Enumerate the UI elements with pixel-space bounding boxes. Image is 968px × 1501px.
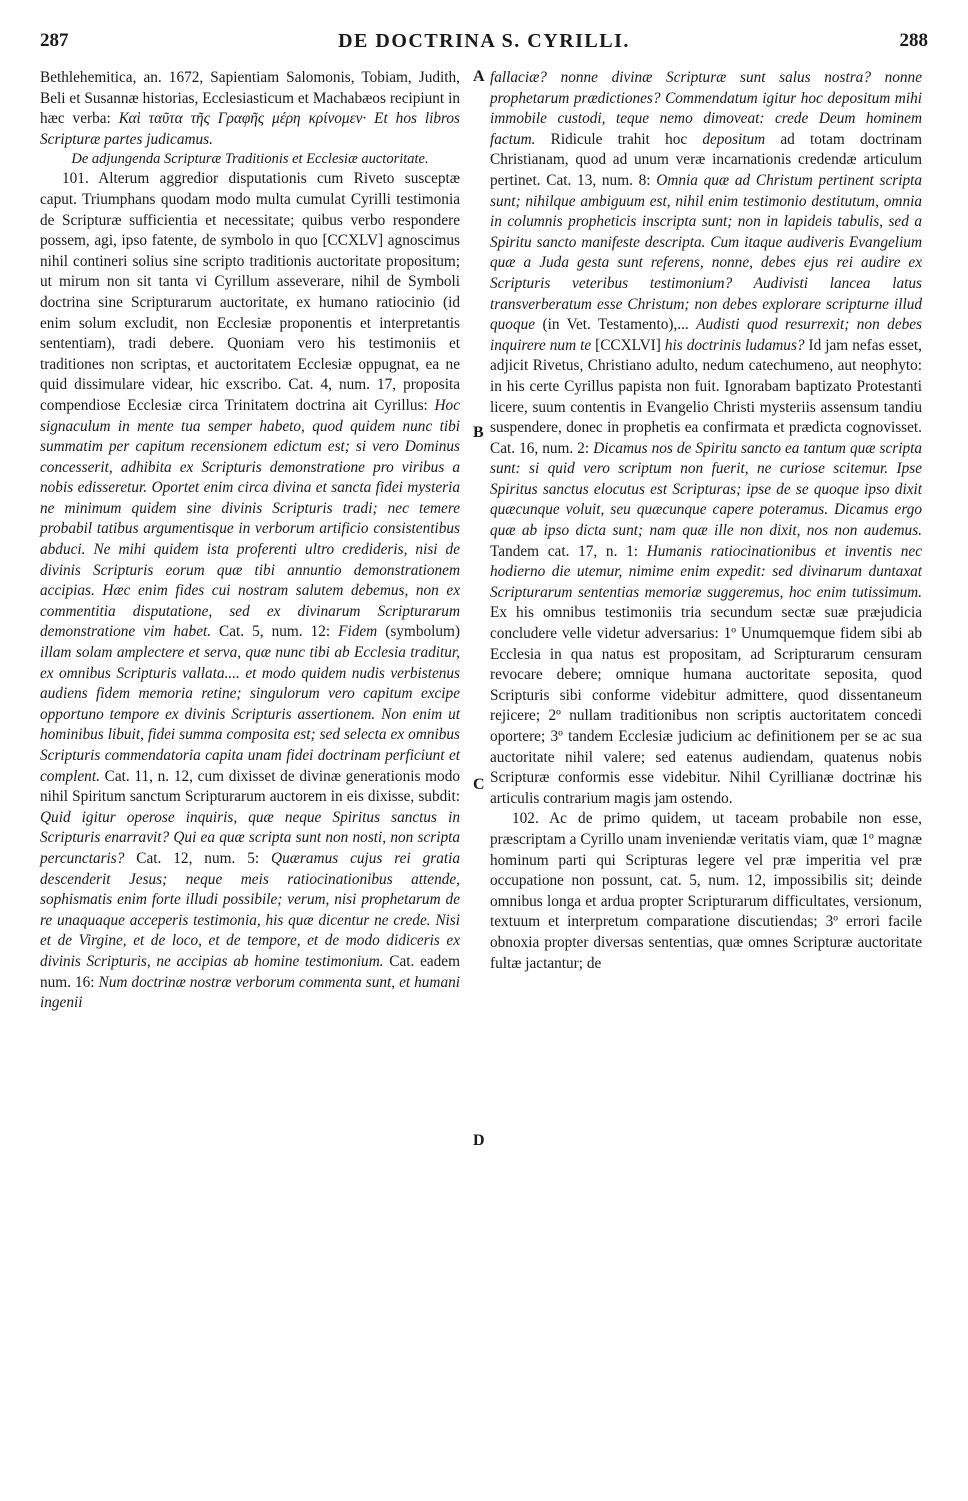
paragraph-101: 101. Alterum aggredior disputationis cum Riveto susceptæ caput. Triumphans quodam modo multa cumulat Cyrilli testimonia de Scripturæ sufficientia et necessitate; quibus verbo respondere possem, agi, ipso fatente, de symbolo in quo [CCXLV] agnoscimus nihil contineri solius sine scripto traditionis auctoritate propositum; ut mirum non sit tanta vi Cyrillum asseverare, nihil de Symboli doctrina sine Scripturarum auctoritate, ex humano ratiocinio (id enim solum excludit, non Ecclesiæ proponentis et interpretantis sententiam), tradi debere. Quoniam vero his testimoniis et traditiones non scriptas, et auctoritatem Ecclesiæ oppugnat, ea ne quid dissimulare videar, hic exscribo. Cat. 4, num. 17, proposita compendiose Ecclesiæ circa Trinitatem doctrina ait Cyrillus: Hoc signaculum in mente tua semper habeto, quod quidem nunc tibi summatim per capitum recensionem edictum est; si vero Dominus concesserit, adhibita ex Scripturis demonstratione pro viribus a nobis edisseretur. Oportet enim circa divina et sancta fidei mysteria ne minimum quidem sine divinis Scripturis tradi; nec temere probabil tatibus argumentisque in verborum artificio consistentibus abduci. Ne mihi quidem ista proferenti ultro credideris, nisi de divinis Scripturis eorum quæ tibi annuntio demonstrationem accipias. Hæc enim fides cui nostram salutem debemus, non ex commentitia disputatione, sed ex divinarum Scripturarum demonstratione vim habet. Cat. 5, num. 12: Fidem (symbolum) illam solam amplectere et serva, quæ nunc tibi ab Ecclesia traditur, ex omnibus Scripturis vallata.... et modo quidem nudis verbistenus audiens fidem memoria retine; singulorum vero capitum excipe opportuno tempore ex divinis Scripturis assertionem. Non enim ut hominibus libuit, fidei summa composita est; sed selecta ex omnibus Scripturis commendatoria capita unam fidei doctrinam perficiunt et complent. Cat. 11, n. 12, cum dixisset de divinæ generationis modo nihil Spiritum sanctum Scripturarum auctorem in eis dixisse, subdit: Quid igitur operose inquiris, quæ neque Spiritus sanctus in Scripturis enarravit? Qui ea quæ scripta sunt non nosti, non scripta percunctaris? Cat. 12, num. 5: Quæramus cujus rei gratia descenderit Jesus; neque meis ratiocinationibus attende, sophismatis enim forte illudi possibile; verum, nisi prophetarum de re unaquaque acceperis testimonia, his quæ dicentur ne crede. Nisi et de Virgine, et de loco, et de tempore, et de modo didiceris ex divinis Scripturis, ne accipias ab homine testimonium. Cat. eadem num. 16: Num doctrinæ nostræ verborum commenta sunt, et humani ingenii (40, 170, 461, 1012)
right-column (490, 68, 922, 974)
page-header (40, 30, 928, 58)
margin-letter-b: B (473, 424, 484, 441)
greek-quote: Καὶ ταῦτα τῆς Γραφῆς μέρη κρίνομεν· (118, 110, 375, 128)
margin-letter-a: A (473, 68, 485, 85)
margin-letter-c: C (473, 776, 485, 793)
running-title: DE DOCTRINA S. CYRILLI. (338, 30, 630, 52)
left-page-number: 287 (40, 30, 69, 51)
paragraph-continued: fallaciæ? nonne divinæ Scripturæ sunt salus nostra? nonne prophetarum prædictiones? Commendatum igitur hoc depositum mihi immobile custodi, teque nemo dimoveat: crede Deum hominem factum. Ridicule trahit hoc depositum ad totam doctrinam Christianam, quod ad unum veræ incarnationis credendæ articulum pertinet. Cat. 13, num. 8: Omnia quæ ad Christum pertinent scripta sunt; nihilque ambiguum est, nihil enim testimonio destitutum, omnia in columnis propheticis inscripta sunt; non in lapideis tabulis, sed a Spiritu sancto manifeste descripta. Cum itaque audiveris Evangelium quæ a Juda gesta sunt referens, nonne, debes ejus rei audire ex Scripturis veteribus testimonium? Audivisti lancea latus transverberatum esse Christum; non debes explorare scripturne illud quoque (in Vet. Testamento),... Audisti quod resurrexit; non debes inquirere num te [CCXLVI] his doctrinis ludamus? Id jam nefas esset, adjicit Rivetus, Christiano adulto, nedum catechumeno, aut neophyto: in his certe Cyrillus papista non fuit. Ignorabam baptizato Protestanti licere, suum contentis in Evangelio Christi mysteriis assensum tandiu suspendere, donec in prophetis ea confirmata et prædicta cognovisset. Cat. 16, num. 2: Dicamus nos de Spiritu sancto ea tantum quæ scripta sunt: si quid vero scriptum non fuerit, ne curiose scitemur. Ipse Spiritus sanctus elocutus est Scripturas; ipse de se quoque ipso dixit quæcunque voluit, seu quæcunque capere poteramus. Dicamus ergo quæ ab ipso dicta sunt; nam quæ ille non dixit, nos non audemus. Tandem cat. 17, n. 1: Humanis ratiocinationibus et inventis nec hodierno die utemur, nimime enim expedit: sed divinarum duntaxat Scripturarum sententias memoriæ suggeremus, hoc enim tutissimum. Ex his omnibus testimoniis tria secundum sectæ suæ præjudicia concludere velle videtur adversarius: 1º Unumquemque fidem sibi ab Ecclesia in qua natus est propositam, ad Scripturarum censuram revocare debere; omnique humana auctoritate seposita, quod Scripturis sibi conforme videbitur admittere, quod dissentaneum rejicere; 2º nullam traditionibus non scriptis auctoritatem concedi oportere; 3º tandem Ecclesiæ judicium ac definitionem per se ac sua auctoritate nihil valere; sed eatenus audiendam, quatenus nobis Scripturæ conformis esse videbitur. Nihil Cyrillianæ doctrinæ his articulis contrarium magis jam ostendo. (490, 69, 923, 807)
section-subtitle: De adjungenda Scripturæ Traditionis et Ecclesiæ auctoritate. (71, 151, 429, 168)
paragraph: Bethlehemitica, an. 1672, Sapientiam Salomonis, Tobiam, Judith, Beli et Susannæ historias, Ecclesiasticum et Machabæos recipiunt in hæc verba: Καὶ ταῦτα τῆς Γραφῆς μέρη κρίνομεν· Et hos libros Scripturæ partes judicamus. (40, 69, 460, 148)
paragraph-102: 102. Ac de primo quidem, ut taceam probabile non esse, præscriptam a Cyrillo unam inveniendæ veritatis viam, quæ 1º magnæ hominum parti qui Scripturas legere vel præ imperitia vel præ occupatione non possunt, cat. 5, num. 12, impossibilis sit; deinde omnibus longa et ardua propter Scripturarum difficultates, versionum, textuum et interpretum comparatione discutiendas; 3º errori facile obnoxia propter diversas sententias, quæ omnes Scripturæ auctoritate fultæ jactantur; de (490, 810, 922, 972)
margin-letter-d: D (473, 1132, 485, 1149)
left-column (40, 68, 460, 1014)
right-page-number: 288 (899, 30, 928, 51)
